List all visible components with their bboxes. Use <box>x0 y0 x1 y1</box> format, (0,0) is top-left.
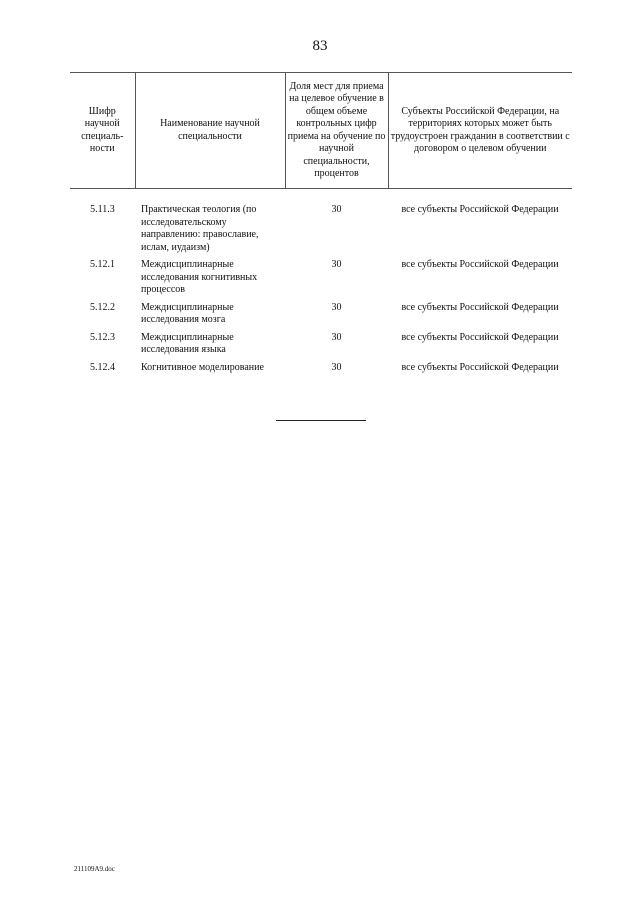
header-name: Наименование научной специальности <box>135 73 285 189</box>
table-row <box>70 362 572 380</box>
row-name: Практическая теология (по исследовательскому направлению: православие, ислам, иудаизм) <box>141 204 259 253</box>
row-subjects: все субъекты Российской Федерации <box>401 361 559 373</box>
row-code: 5.12.1 <box>90 259 115 270</box>
header-share: Доля мест для приема на целевое обучение в общем объеме контрольных цифр приема на обучение по научной специальности, процентов <box>285 73 388 189</box>
row-code: 5.12.3 <box>90 331 115 343</box>
row-subjects: все субъекты Российской Федерации <box>401 204 559 215</box>
row-share: 30 <box>331 259 342 270</box>
table-row <box>70 302 572 332</box>
row-share: 30 <box>331 361 342 373</box>
row-subjects: все субъекты Российской Федерации <box>401 331 559 343</box>
table-header <box>70 73 572 189</box>
header-code: Шифр научной специаль-ности <box>70 73 135 189</box>
row-name: Когнитивное моделирование <box>141 361 264 373</box>
row-code: 5.12.4 <box>90 361 115 373</box>
end-of-table-divider <box>276 420 366 421</box>
table-row <box>70 189 572 260</box>
page-number: 83 <box>312 38 328 54</box>
row-code: 5.12.2 <box>90 301 115 313</box>
row-name: Междисциплинарные исследования мозга <box>141 301 234 325</box>
specialties-table-container <box>70 72 572 379</box>
header-subjects: Субъекты Российской Федерации, на территориях которых может быть трудоустроен гражданин в соответствии с договором о целевом обучении <box>388 73 572 189</box>
table-row <box>70 259 572 302</box>
specialties-table <box>70 72 572 379</box>
document-id: 211109A9.doc <box>74 865 115 873</box>
row-name: Междисциплинарные исследования языка <box>141 331 234 355</box>
row-code: 5.11.3 <box>90 204 115 215</box>
row-share: 30 <box>331 301 342 313</box>
row-name: Междисциплинарные исследования когнитивных процессов <box>141 259 258 295</box>
row-share: 30 <box>331 204 342 215</box>
row-share: 30 <box>331 331 342 343</box>
table-row <box>70 332 572 362</box>
row-subjects: все субъекты Российской Федерации <box>401 259 559 270</box>
row-subjects: все субъекты Российской Федерации <box>401 301 559 313</box>
